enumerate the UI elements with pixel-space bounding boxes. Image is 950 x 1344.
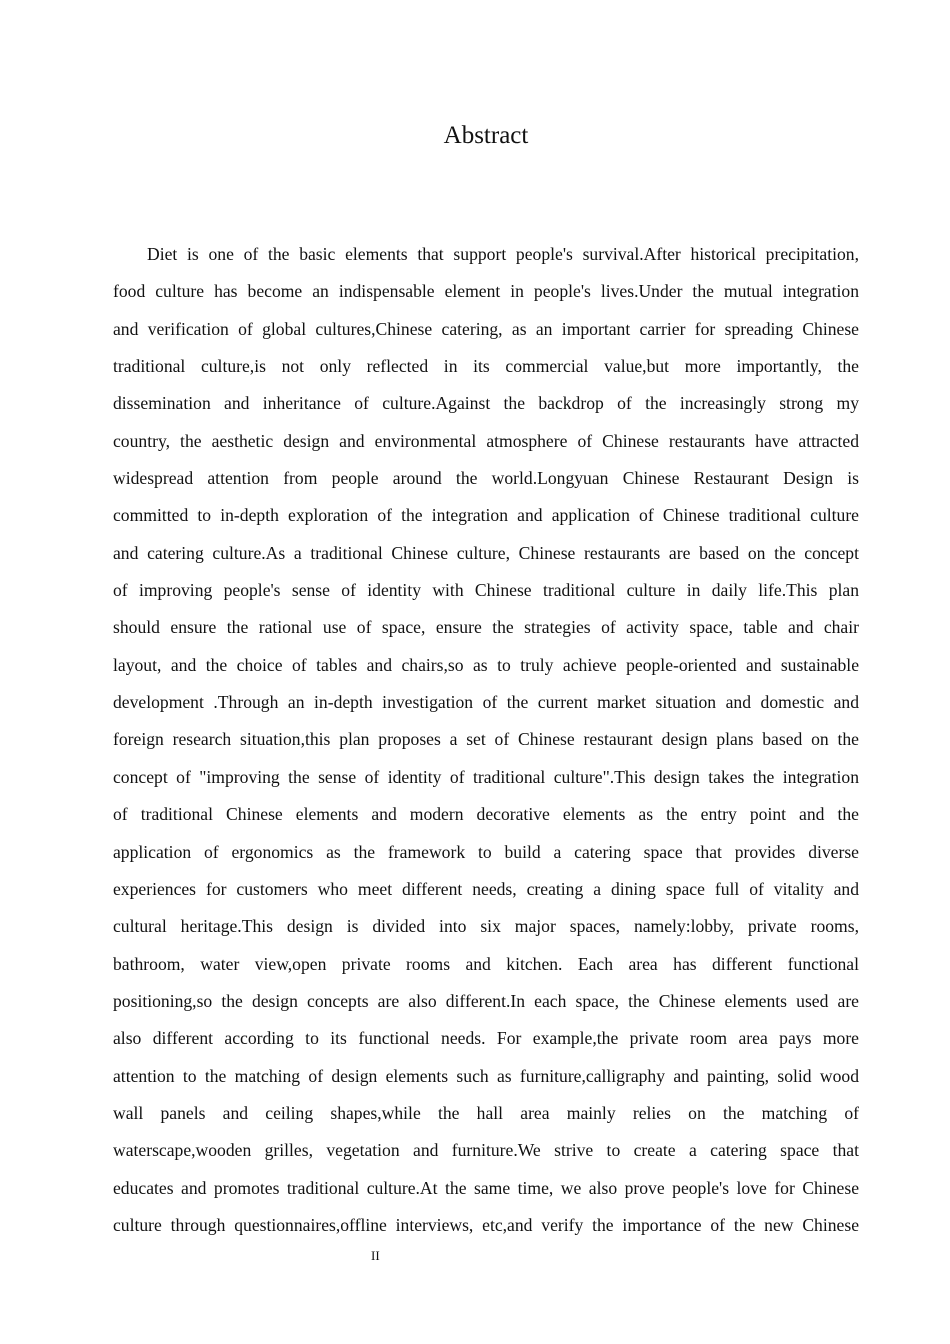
abstract-title: Abstract [443,122,529,149]
body-line: of improving people's sense of identity with Chinese traditional culture in daily life.This plan [113,580,859,601]
body-line: cultural heritage.This design is divided into six major spaces, namely:lobby, private rooms, [113,916,859,937]
body-line: concept of "improving the sense of identity of traditional culture".This design takes the integration [113,766,859,787]
page-number: II [371,1248,380,1263]
body-line: Diet is one of the basic elements that support people's survival.After historical precipitation, [147,244,859,264]
body-line: of traditional Chinese elements and modern decorative elements as the entry point and the [113,804,859,825]
body-line: and verification of global cultures,Chinese catering, as an important carrier for spreading Chinese [113,318,859,339]
body-line: committed to in-depth exploration of the integration and application of Chinese traditional culture [113,505,859,526]
body-line: traditional culture,is not only reflected in its commercial value,but more importantly, the [113,356,859,377]
body-line: development .Through an in-depth investigation of the current market situation and domestic and [113,692,859,713]
body-line: educates and promotes traditional culture.At the same time, we also prove people's love for Chinese [113,1177,859,1198]
body-line: should ensure the rational use of space, ensure the strategies of activity space, table and chair [113,617,859,638]
body-line: experiences for customers who meet different needs, creating a dining space full of vitality and [113,878,859,899]
body-line: positioning,so the design concepts are also different.In each space, the Chinese elements used are [113,990,859,1011]
body-line: food culture has become an indispensable element in people's lives.Under the mutual integration [113,281,859,302]
body-line: wall panels and ceiling shapes,while the hall area mainly relies on the matching of [113,1102,859,1123]
body-line: attention to the matching of design elements such as furniture,calligraphy and painting, solid wood [113,1065,859,1086]
body-line: dissemination and inheritance of culture.Against the backdrop of the increasingly strong my [113,393,859,414]
abstract-body [113,236,859,1244]
body-line: country, the aesthetic design and environmental atmosphere of Chinese restaurants have attracted [113,430,859,451]
body-line: application of ergonomics as the framework to build a catering space that provides diverse [113,841,859,862]
body-line: culture through questionnaires,offline interviews, etc,and verify the importance of the new Chinese [113,1214,859,1235]
body-line: layout, and the choice of tables and chairs,so as to truly achieve people-oriented and sustainable [113,654,859,675]
body-line: also different according to its functional needs. For example,the private room area pays more [113,1028,859,1049]
body-line: waterscape,wooden grilles, vegetation and furniture.We strive to create a catering space that [113,1140,859,1161]
body-line: and catering culture.As a traditional Chinese culture, Chinese restaurants are based on the concept [113,542,859,563]
body-line: bathroom, water view,open private rooms and kitchen. Each area has different functional [113,953,859,974]
body-line: foreign research situation,this plan proposes a set of Chinese restaurant design plans based on the [113,729,859,750]
body-line: widespread attention from people around the world.Longyuan Chinese Restaurant Design is [113,468,859,489]
